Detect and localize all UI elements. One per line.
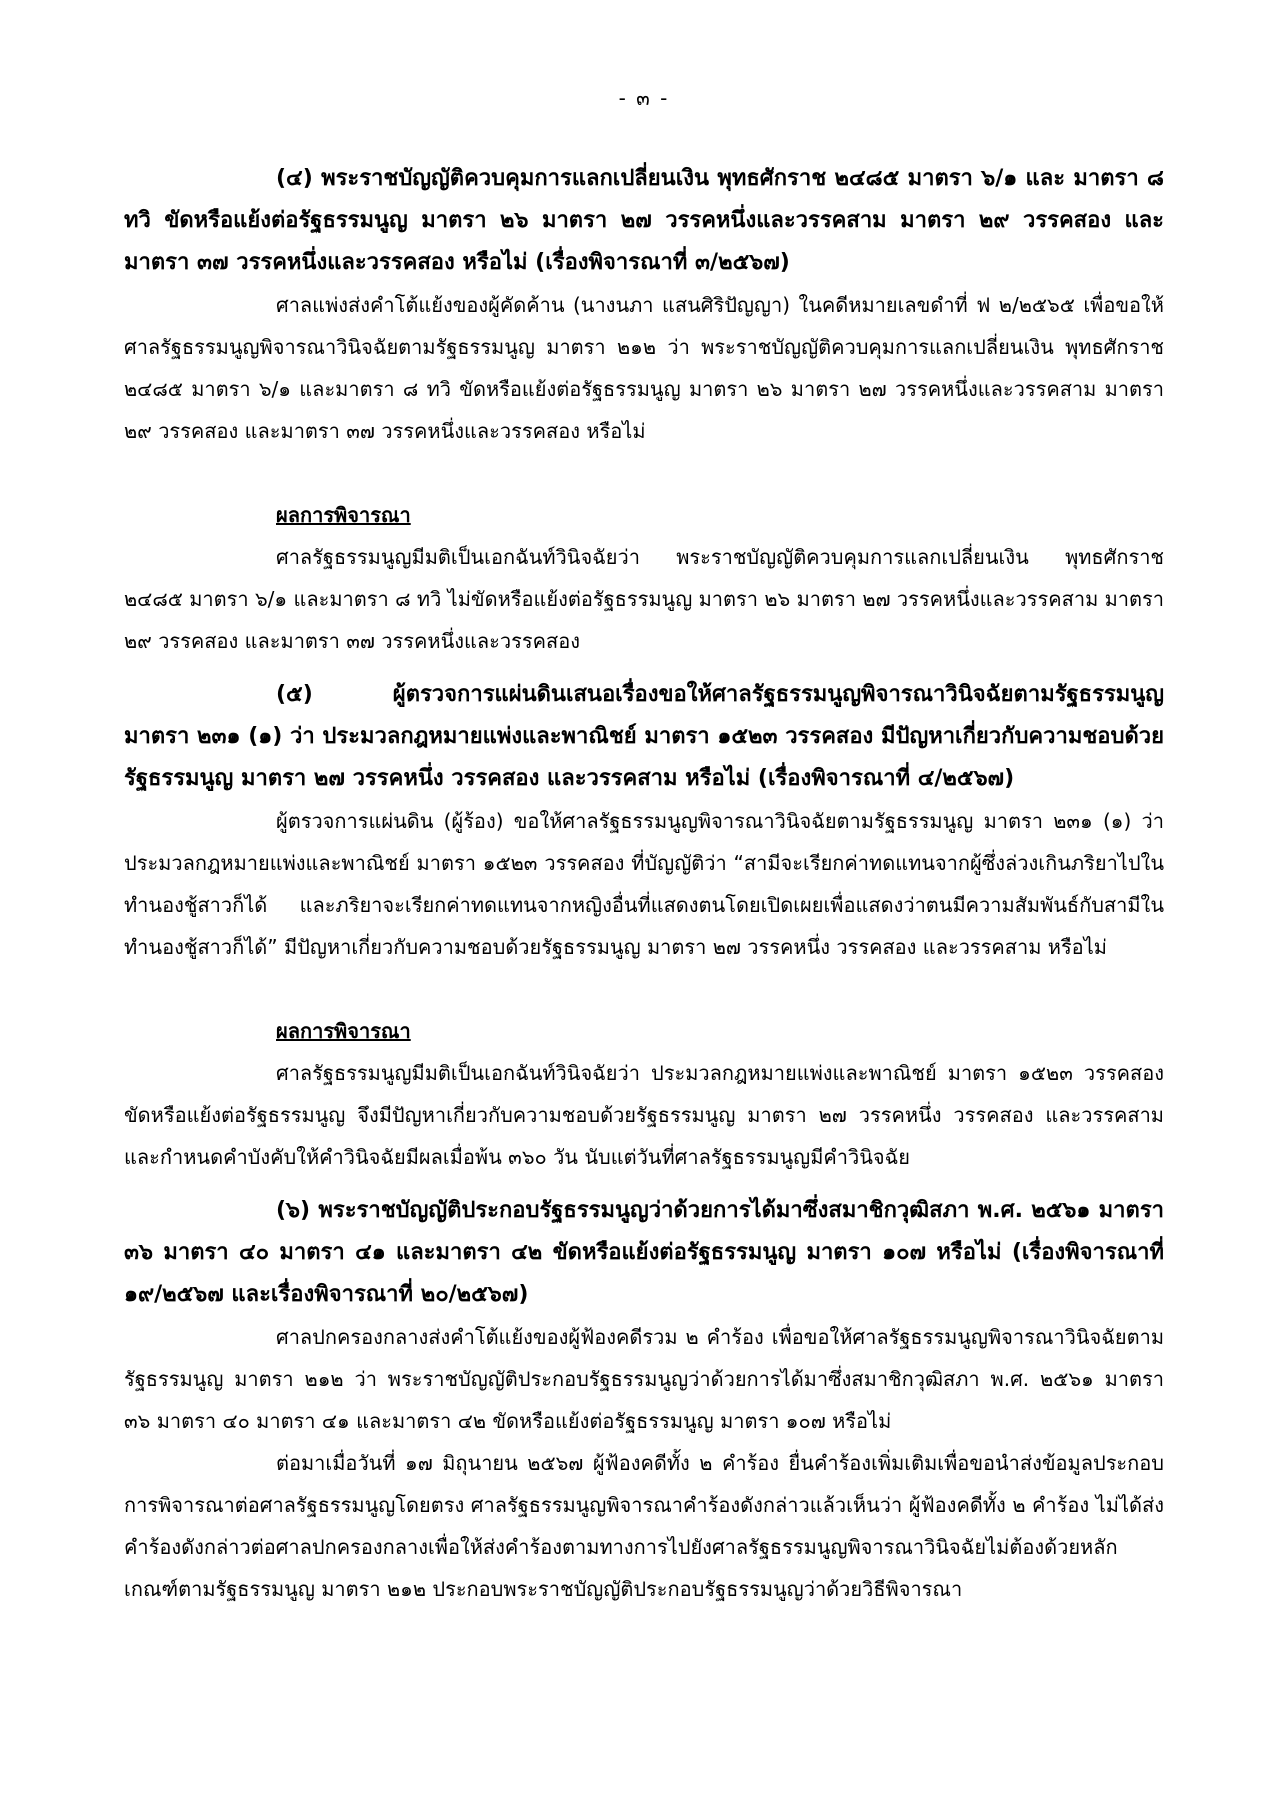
section-6: [124, 1190, 1164, 1610]
result-title: ผลการพิจารณา: [276, 1019, 411, 1043]
section-4: [124, 158, 1164, 662]
section-5: [124, 674, 1164, 1178]
result-body: ศาลรัฐธรรมนูญมีมติเป็นเอกฉันท์วินิจฉัยว่า พระราชบัญญัติควบคุมการแลกเปลี่ยนเงิน พุทธศักราช ๒๔๘๕ มาตรา ๖/๑ และมาตรา ๘ ทวิ ไม่ขัดหรือแย้งต่อรัฐธรรมนูญ มาตรา ๒๖ มาตรา ๒๗ วรรคหนึ่งและวรรคสาม มาตรา ๒๙ วรรคสอง และมาตรา ๓๗ วรรคหนึ่งและวรรคสอง: [124, 545, 1164, 653]
result-title: ผลการพิจารณา: [276, 503, 411, 527]
section-body: ศาลแพ่งส่งคำโต้แย้งของผู้คัดค้าน (นางนภา แสนศิริปัญญา) ในคดีหมายเลขดำที่ ฟ ๒/๒๕๖๕ เพื่อขอให้ศาลรัฐธรรมนูญพิจารณาวินิจฉัยตามรัฐธรรมนูญ มาตรา ๒๑๒ ว่า พระราชบัญญัติควบคุมการแลกเปลี่ยนเงิน พุทธศักราช ๒๔๘๕ มาตรา ๖/๑ และมาตรา ๘ ทวิ ขัดหรือแย้งต่อรัฐธรรมนูญ มาตรา ๒๖ มาตรา ๒๗ วรรคหนึ่งและวรรคสาม มาตรา ๒๙ วรรคสอง และมาตรา ๓๗ วรรคหนึ่งและวรรคสอง หรือไม่: [124, 293, 1164, 443]
page-number: - ๓ -: [618, 86, 670, 110]
section-body-continued: ต่อมาเมื่อวันที่ ๑๗ มิถุนายน ๒๕๖๗ ผู้ฟ้องคดีทั้ง ๒ คำร้อง ยื่นคำร้องเพิ่มเติมเพื่อขอนำส่งข้อมูลประกอบการพิจารณาต่อศาลรัฐธรรมนูญโดยตรง ศาลรัฐธรรมนูญพิจารณาคำร้องดังกล่าวแล้วเห็นว่า ผู้ฟ้องคดีทั้ง ๒ คำร้อง ไม่ได้ส่งคำร้องดังกล่าวต่อศาลปกครองกลางเพื่อให้ส่งคำร้องตามทางการไปยังศาลรัฐธรรมนูญพิจารณาวินิจฉัยไม่ต้องด้วยหลักเกณฑ์ตามรัฐธรรมนูญ มาตรา ๒๑๒ ประกอบพระราชบัญญัติประกอบรัฐธรรมนูญว่าด้วยวิธีพิจารณา: [124, 1451, 1164, 1601]
result-body: ศาลรัฐธรรมนูญมีมติเป็นเอกฉันท์วินิจฉัยว่า ประมวลกฎหมายแพ่งและพาณิชย์ มาตรา ๑๕๒๓ วรรคสอง ขัดหรือแย้งต่อรัฐธรรมนูญ จึงมีปัญหาเกี่ยวกับความชอบด้วยรัฐธรรมนูญ มาตรา ๒๗ วรรคหนึ่ง วรรคสอง และวรรคสาม และกำหนดคำบังคับให้คำวินิจฉัยมีผลเมื่อพ้น ๓๖๐ วัน นับแต่วันที่ศาลรัฐธรรมนูญมีคำวินิจฉัย: [124, 1061, 1164, 1169]
section-gap: [124, 662, 1164, 674]
section-body: ศาลปกครองกลางส่งคำโต้แย้งของผู้ฟ้องคดีรวม ๒ คำร้อง เพื่อขอให้ศาลรัฐธรรมนูญพิจารณาวินิจฉัยตามรัฐธรรมนูญ มาตรา ๒๑๒ ว่า พระราชบัญญัติประกอบรัฐธรรมนูญว่าด้วยการได้มาซึ่งสมาชิกวุฒิสภา พ.ศ. ๒๕๖๑ มาตรา ๓๖ มาตรา ๔๐ มาตรา ๔๑ และมาตรา ๔๒ ขัดหรือแย้งต่อรัฐธรรมนูญ มาตรา ๑๐๗ หรือไม่: [124, 1325, 1164, 1433]
section-heading: (๔) พระราชบัญญัติควบคุมการแลกเปลี่ยนเงิน พุทธศักราช ๒๔๘๕ มาตรา ๖/๑ และ มาตรา ๘ ทวิ ขัดหรือแย้งต่อรัฐธรรมนูญ มาตรา ๒๖ มาตรา ๒๗ วรรคหนึ่งและวรรคสาม มาตรา ๒๙ วรรคสอง และมาตรา ๓๗ วรรคหนึ่งและวรรคสอง หรือไม่ (เรื่องพิจารณาที่ ๓/๒๕๖๗): [124, 166, 1164, 275]
section-heading: (๕) ผู้ตรวจการแผ่นดินเสนอเรื่องขอให้ศาลรัฐธรรมนูญพิจารณาวินิจฉัยตามรัฐธรรมนูญ มาตรา ๒๓๑ (๑) ว่า ประมวลกฎหมายแพ่งและพาณิชย์ มาตรา ๑๕๒๓ วรรคสอง มีปัญหาเกี่ยวกับความชอบด้วยรัฐธรรมนูญ มาตรา ๒๗ วรรคหนึ่ง วรรคสอง และวรรคสาม หรือไม่ (เรื่องพิจารณาที่ ๔/๒๕๖๗): [124, 682, 1164, 791]
section-gap: [124, 1178, 1164, 1190]
section-heading: (๖) พระราชบัญญัติประกอบรัฐธรรมนูญว่าด้วยการได้มาซึ่งสมาชิกวุฒิสภา พ.ศ. ๒๕๖๑ มาตรา ๓๖ มาตรา ๔๐ มาตรา ๔๑ และมาตรา ๔๒ ขัดหรือแย้งต่อรัฐธรรมนูญ มาตรา ๑๐๗ หรือไม่ (เรื่องพิจารณาที่ ๑๙/๒๕๖๗ และเรื่องพิจารณาที่ ๒๐/๒๕๖๗): [124, 1198, 1164, 1307]
section-body: ผู้ตรวจการแผ่นดิน (ผู้ร้อง) ขอให้ศาลรัฐธรรมนูญพิจารณาวินิจฉัยตามรัฐธรรมนูญ มาตรา ๒๓๑ (๑) ว่า ประมวลกฎหมายแพ่งและพาณิชย์ มาตรา ๑๕๒๓ วรรคสอง ที่บัญญัติว่า “สามีจะเรียกค่าทดแทนจากผู้ซึ่งล่วงเกินภริยาไปในทำนองชู้สาวก็ได้ และภริยาจะเรียกค่าทดแทนจากหญิงอื่นที่แสดงตนโดยเปิดเผยเพื่อแสดงว่าตนมีความสัมพันธ์กับสามีในทำนองชู้สาวก็ได้” มีปัญหาเกี่ยวกับความชอบด้วยรัฐธรรมนูญ มาตรา ๒๗ วรรคหนึ่ง วรรคสอง และวรรคสาม หรือไม่: [124, 809, 1164, 959]
